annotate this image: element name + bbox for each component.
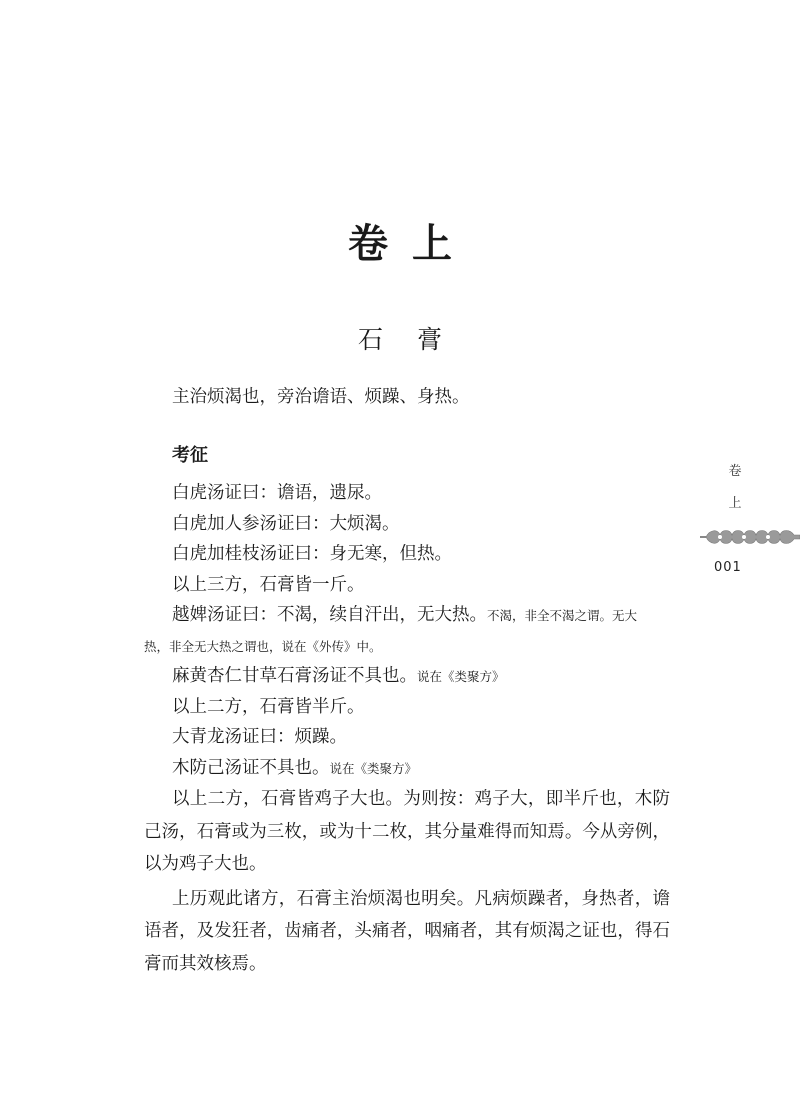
annotation-note: 说在《类聚方》 [417,669,505,684]
text-line [144,631,670,662]
side-volume-char: 上 [728,496,742,511]
annotation-note: 热，非全无大热之谓也，说在《外传》中。 [144,638,382,654]
side-volume-char: 卷 [728,464,742,479]
line-main-text: 麻黄杏仁甘草石膏汤证不具也。 [172,666,417,686]
text-line: 以上三方，石膏皆一斤。 [172,574,365,595]
text-line [144,753,670,784]
text-line: 白虎汤证曰：谵语，遗尿。 [172,483,382,503]
line-main-text: 越婢汤证曰：不渴，续自汗出，无大热。 [172,605,487,625]
paragraph-conclusion: 上历观此诸方，石膏主治烦渴也明矣。凡病烦躁者，身热者，谵语者，及发狂者，齿痛者，头痛者，咽痛者，其有烦渴之证也，得石膏而其效核焉。 [144,888,670,974]
page-number: 001 [714,560,742,575]
text-line: 以上二方，石膏皆半斤。 [172,696,365,717]
text-line [144,661,670,692]
kaozheng-heading: 考征 [172,445,208,466]
section-title: 石膏 [357,325,476,354]
paragraph-quantities: 以上二方，石膏皆鸡子大也。为则按：鸡子大，即半斤也，木防己汤，石膏或为三枚，或为十二枚，其分量难得而知焉。今从旁例，以为鸡子大也。 [144,789,670,874]
text-body [144,478,670,980]
annotation-note: 说在《类聚方》 [329,760,418,776]
cloud-ornament-icon [700,526,800,548]
annotation-note: 不渴，非全不渴之谓。无大 [487,608,638,623]
chapter-title: 卷上 [348,221,476,267]
line-main-text: 木防己汤证不具也。 [172,757,330,778]
text-line: 白虎加人参汤证曰：大烦渴。 [172,513,400,534]
text-line: 白虎加桂枝汤证曰：身无寒，但热。 [172,544,452,564]
text-line: 大青龙汤证曰：烦躁。 [172,727,347,747]
summary-text: 主治烦渴也，旁治谵语、烦躁、身热。 [172,387,470,407]
text-line [144,600,670,631]
